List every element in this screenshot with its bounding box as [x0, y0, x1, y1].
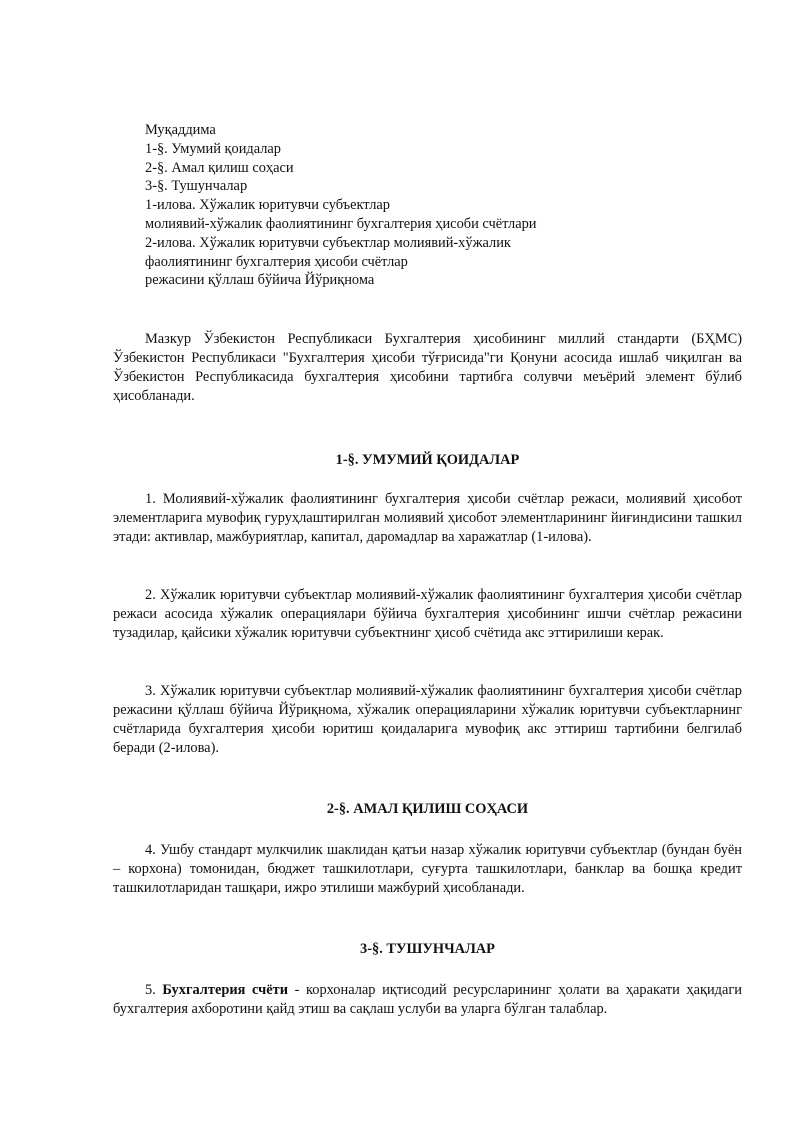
toc-item: 2-илова. Хўжалик юритувчи субъектлар молиявий-хўжалик — [145, 234, 511, 251]
toc-item: 1-§. Умумий қоидалар — [145, 140, 282, 157]
intro-paragraph: Мазкур Ўзбекистон Республикаси Бухгалтерия ҳисобининг миллий стандарти (БҲМС) Ўзбекистон Республикаси "Бухгалтерия ҳисоби тўғрисида"ги Қонуни асосида ишлаб чиқилган ва Ўзбекистон Республикасида бухгалтерия ҳисобини тартибга солувчи меъёрий элемент бўлиб ҳисобланади. — [113, 331, 742, 404]
paragraph-2: 2. Хўжалик юритувчи субъектлар молиявий-хўжалик фаолиятининг бухгалтерия ҳисоби счётлар режаси асосида хўжалик операциялари бўйича бухгалтерия ҳисобининг ишчи счётлар режасини тузадилар, қайсики хўжалик юритувчи субъектнинг ҳисоб счётида акс эттирилиши керак. — [113, 587, 742, 641]
toc-item: 1-илова. Хўжалик юритувчи субъектлар — [145, 197, 390, 214]
toc-item: фаолиятининг бухгалтерия ҳисоби счётлар — [145, 253, 408, 270]
paragraph-5-number: 5. — [145, 982, 156, 998]
paragraph-5-definition: - корхоналар иқтисодий ресурсларининг ҳолати ва ҳаракати ҳақидаги бухгалтерия ахборотини қайд этиш ва сақлаш услуби ва уларга бўлган талаблар. — [113, 982, 742, 1017]
section-2-heading: 2-§. АМАЛ ҚИЛИШ СОҲАСИ — [326, 801, 529, 817]
section-1-heading: 1-§. УМУМИЙ ҚОИДАЛАР — [335, 452, 520, 468]
paragraph-5 — [113, 981, 742, 1019]
table-of-contents — [145, 121, 537, 290]
toc-item: 2-§. Амал қилиш соҳаси — [145, 159, 294, 176]
paragraph-1: 1. Молиявий-хўжалик фаолиятининг бухгалтерия ҳисоби счётлар режаси, молиявий ҳисобот элементларига мувофиқ гуруҳлаштирилган молиявий ҳисобот элементларининг йиғиндисини ташкил этади: активлар, мажбуриятлар, капитал, даромадлар ва харажатлар (1-илова). — [113, 491, 742, 545]
toc-item: молиявий-хўжалик фаолиятининг бухгалтерия ҳисоби счётлари — [145, 215, 537, 232]
toc-item: Муқаддима — [145, 122, 216, 138]
paragraph-4: 4. Ушбу стандарт мулкчилик шаклидан қатъи назар хўжалик юритувчи субъектлар (бундан буён – корхона) томонидан, бюджет ташкилотлари, суғурта ташкилотлари, банклар ва бошқа кредит ташкилотларидан ташқари, ижро этилиши мажбурий ҳисобланади. — [113, 842, 742, 896]
toc-item: 3-§. Тушунчалар — [145, 178, 248, 195]
section-3-heading: 3-§. ТУШУНЧАЛАР — [360, 941, 495, 957]
toc-item: режасини қўллаш бўйича Йўриқнома — [145, 272, 375, 289]
paragraph-3: 3. Хўжалик юритувчи субъектлар молиявий-хўжалик фаолиятининг бухгалтерия ҳисоби счётлар режасини қўллаш бўйича Йўриқнома, хўжалик операцияларини хўжалик юритувчи субъектларнинг счётларида бухгалтерия ҳисоби юритиш қоидаларига мувофиқ акс эттириш тартибини белгилаб беради (2-илова). — [113, 683, 742, 756]
term-accounting-account: Бухгалтерия счёти — [162, 982, 288, 998]
